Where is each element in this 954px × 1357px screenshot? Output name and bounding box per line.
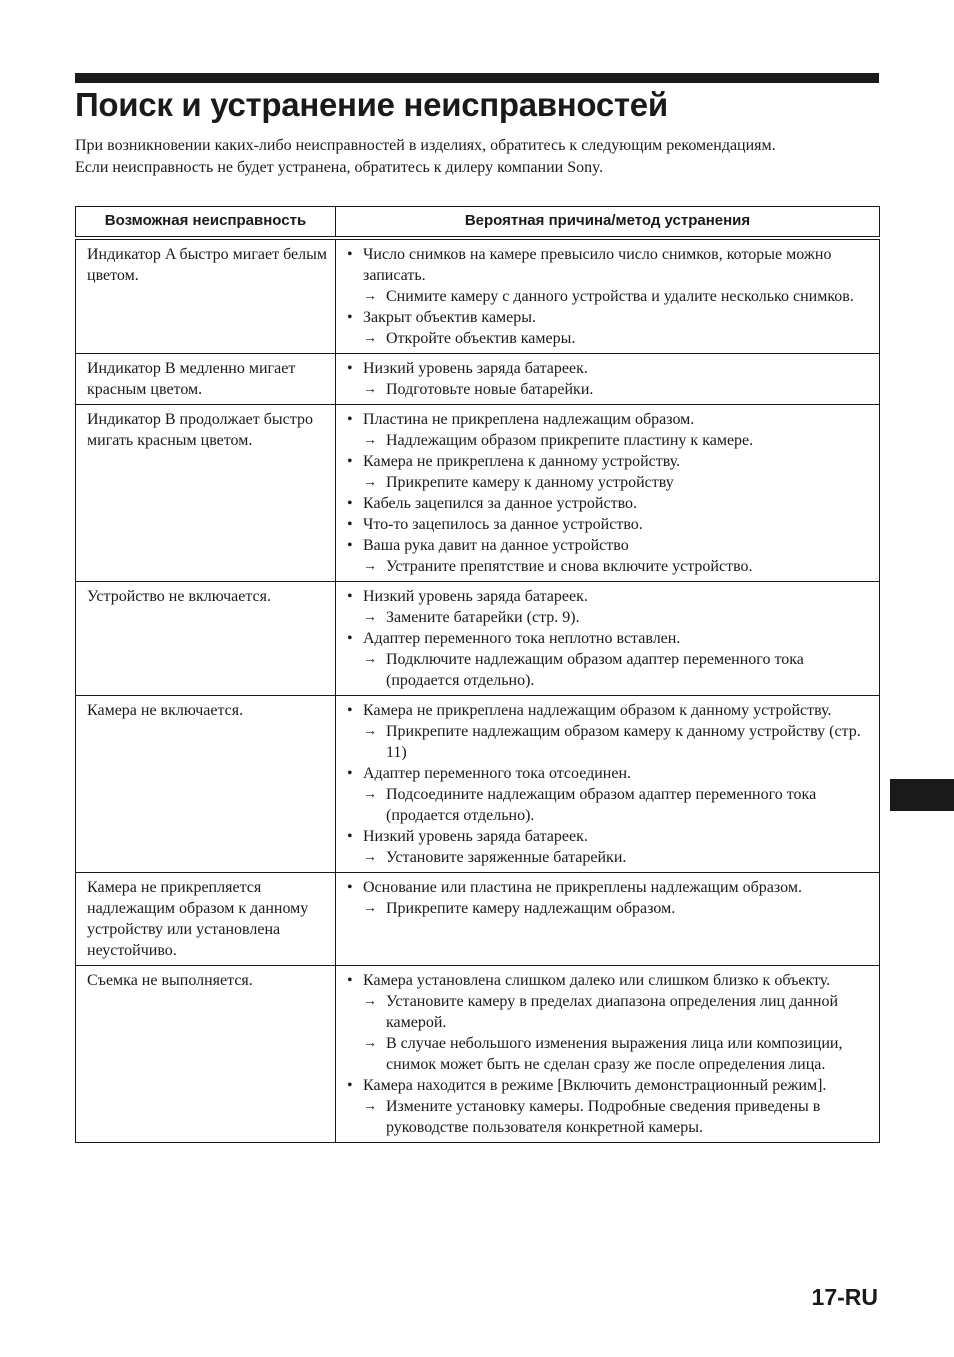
problem-cell: Камера не включается.	[76, 696, 336, 873]
cause-item: • Низкий уровень заряда батареек.	[347, 826, 871, 847]
intro-text	[75, 135, 855, 178]
solution-cell	[336, 354, 880, 405]
problem-cell: Съемка не выполняется.	[76, 966, 336, 1143]
remedy-item: → Откройте объектив камеры.	[347, 328, 871, 349]
remedy-item: → Прикрепите камеру надлежащим образом.	[347, 898, 871, 919]
problem-cell: Индикатор B медленно мигает красным цветом.	[76, 354, 336, 405]
remedy-item: → Измените установку камеры. Подробные сведения приведены в руководстве пользователя конкретной камеры.	[347, 1096, 871, 1138]
cause-item: • Ваша рука давит на данное устройство	[347, 535, 871, 556]
cause-item: • Камера не прикреплена к данному устройству.	[347, 451, 871, 472]
cause-item: • Адаптер переменного тока неплотно вставлен.	[347, 628, 871, 649]
title-rule	[75, 73, 879, 83]
table-row	[76, 582, 880, 696]
cause-item: • Камера установлена слишком далеко или слишком близко к объекту.	[347, 970, 871, 991]
problem-cell: Камера не прикрепляется надлежащим образом к данному устройству или установлена неустойчиво.	[76, 873, 336, 966]
table-row	[76, 354, 880, 405]
remedy-item: → Подключите надлежащим образом адаптер переменного тока (продается отдельно).	[347, 649, 871, 691]
cause-item: • Закрыт объектив камеры.	[347, 307, 871, 328]
problem-cell: Индикатор B продолжает быстро мигать красным цветом.	[76, 405, 336, 582]
remedy-item: → Замените батарейки (стр. 9).	[347, 607, 871, 628]
solution-cell	[336, 873, 880, 966]
remedy-item: → Подсоедините надлежащим образом адаптер переменного тока (продается отдельно).	[347, 784, 871, 826]
table-row	[76, 238, 880, 354]
solution-cell	[336, 582, 880, 696]
remedy-item: → Прикрепите камеру к данному устройству	[347, 472, 871, 493]
table-row	[76, 873, 880, 966]
remedy-item: → Надлежащим образом прикрепите пластину к камере.	[347, 430, 871, 451]
section-tab-marker	[890, 779, 954, 811]
troubleshooting-table	[75, 206, 880, 1143]
table-header-row	[76, 207, 880, 239]
remedy-item: → Снимите камеру с данного устройства и удалите несколько снимков.	[347, 286, 871, 307]
problem-cell: Индикатор A быстро мигает белым цветом.	[76, 238, 336, 354]
cause-item: • Низкий уровень заряда батареек.	[347, 586, 871, 607]
table-row	[76, 405, 880, 582]
cause-item: • Основание или пластина не прикреплены надлежащим образом.	[347, 877, 871, 898]
table-row	[76, 696, 880, 873]
cause-item: • Низкий уровень заряда батареек.	[347, 358, 871, 379]
solution-cell	[336, 966, 880, 1143]
cause-item: • Адаптер переменного тока отсоединен.	[347, 763, 871, 784]
header-cause-remedy: Вероятная причина/метод устранения	[336, 207, 880, 239]
cause-item: • Камера находится в режиме [Включить демонстрационный режим].	[347, 1075, 871, 1096]
intro-paragraph: При возникновении каких-либо неисправностей в изделиях, обратитесь к следующим рекомендациям.	[75, 137, 776, 154]
solution-cell	[336, 238, 880, 354]
table-row	[76, 966, 880, 1143]
cause-item: • Кабель зацепился за данное устройство.	[347, 493, 871, 514]
cause-item: • Число снимков на камере превысило число снимков, которые можно записать.	[347, 244, 871, 286]
problem-cell: Устройство не включается.	[76, 582, 336, 696]
solution-cell	[336, 696, 880, 873]
remedy-item: → Установите камеру в пределах диапазона определения лиц данной камерой.	[347, 991, 871, 1033]
table-body	[76, 238, 880, 1143]
remedy-item: → В случае небольшого изменения выражения лица или композиции, снимок может быть не сделан сразу же после определения лица.	[347, 1033, 871, 1075]
page-number: 17-RU	[811, 1284, 878, 1310]
cause-item: • Что-то зацепилось за данное устройство.	[347, 514, 871, 535]
remedy-item: → Устраните препятствие и снова включите устройство.	[347, 556, 871, 577]
remedy-item: → Прикрепите надлежащим образом камеру к данному устройству (стр. 11)	[347, 721, 871, 763]
intro-paragraph: Если неисправность не будет устранена, обратитесь к дилеру компании Sony.	[75, 158, 604, 176]
cause-item: • Камера не прикреплена надлежащим образом к данному устройству.	[347, 700, 871, 721]
remedy-item: → Подготовьте новые батарейки.	[347, 379, 871, 400]
page-title: Поиск и устранение неисправностей	[75, 86, 668, 123]
cause-item: • Пластина не прикреплена надлежащим образом.	[347, 409, 871, 430]
header-problem: Возможная неисправность	[76, 207, 336, 239]
solution-cell	[336, 405, 880, 582]
remedy-item: → Установите заряженные батарейки.	[347, 847, 871, 868]
